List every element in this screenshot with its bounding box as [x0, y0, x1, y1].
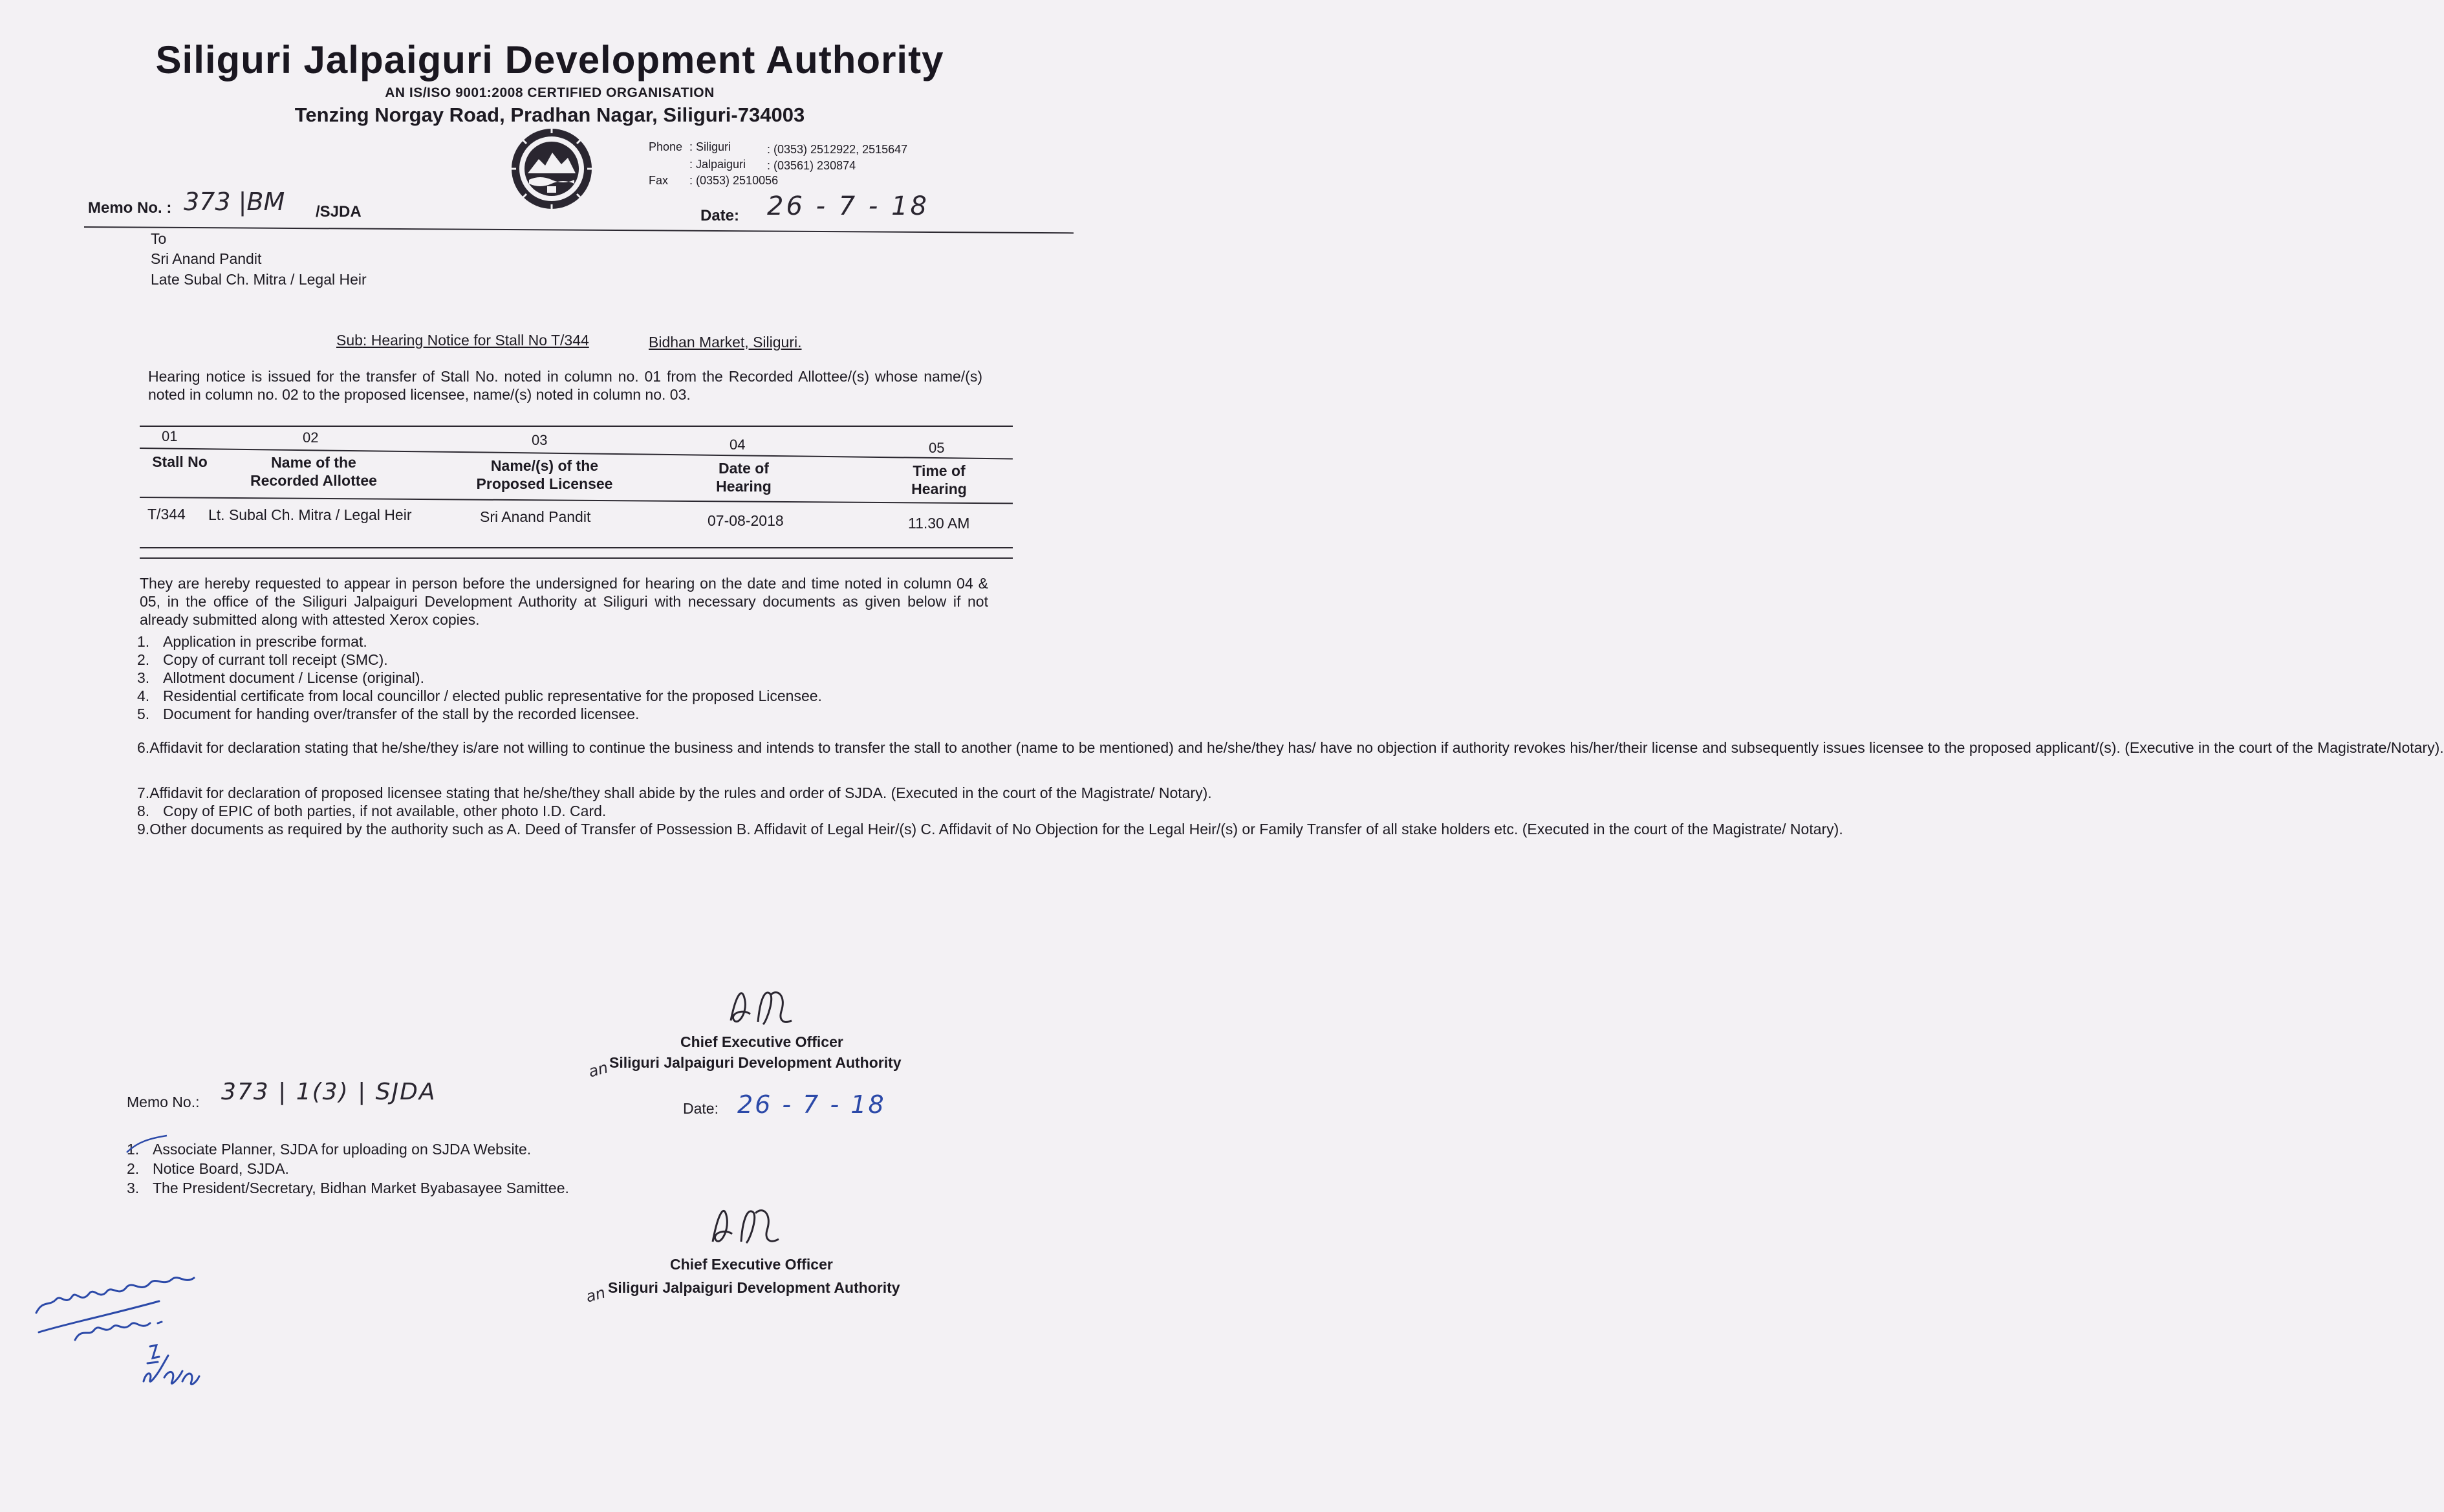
signature-mark-2 [705, 1196, 789, 1258]
list-item: 7. Affidavit for declaration of proposed licensee stating that he/she/they shall abide by the rules and order of SJDA. (Executed in the court of the Magistrate/ Notary). [137, 784, 1212, 801]
to-label: To [151, 230, 167, 247]
phone-label: Phone [649, 140, 683, 153]
list-item: 1. Application in prescribe format. [137, 633, 367, 650]
recipient-line2: Late Subal Ch. Mitra / Legal Heir [151, 271, 367, 288]
recipient-name: Sri Anand Pandit [151, 250, 262, 267]
list-item: 2. Copy of currant toll receipt (SMC). [137, 651, 388, 668]
header-date-of-hearing: Date of Hearing [716, 460, 772, 495]
fax-number: : (0353) 2510056 [689, 174, 779, 187]
col-number-03: 03 [532, 432, 548, 448]
table-top-rule [140, 426, 1013, 427]
header-divider [84, 226, 1074, 233]
handwritten-receipt-note [30, 1268, 237, 1400]
cell-stall-no: T/344 [147, 506, 186, 523]
memo2-number-handwritten: 373 | 1(3) | SJDA [221, 1079, 437, 1105]
phone-jalpaiguri: : (03561) 230874 [767, 159, 856, 172]
cell-recorded-allottee: Lt. Subal Ch. Mitra / Legal Heir [208, 506, 412, 523]
col-number-04: 04 [730, 437, 746, 453]
col-number-05: 05 [929, 440, 945, 456]
subject-label: Sub: Hearing Notice for Stall No T/344 [336, 332, 589, 349]
certification: AN IS/ISO 9001:2008 CERTIFIED ORGANISATION [385, 85, 715, 100]
tick-mark [124, 1133, 169, 1162]
list-item: 8. Copy of EPIC of both parties, if not available, other photo I.D. Card. [137, 803, 607, 819]
intro-paragraph: Hearing notice is issued for the transfer of Stall No. noted in column no. 01 from the Recorded Allottee/(s) whose name/(s) noted in column no. 02 to the proposed licensee, name/(s) noted in column no. 03. [148, 368, 982, 403]
memo2-date-handwritten: 26 - 7 - 18 [737, 1090, 886, 1119]
col-number-01: 01 [162, 428, 178, 444]
signature-2-title: Chief Executive Officer [670, 1256, 833, 1273]
table-bottom-rule-2 [140, 557, 1013, 559]
documents-list [137, 632, 2444, 838]
request-paragraph: They are hereby requested to appear in person before the undersigned for hearing on the date and time noted in column 04 & 05, in the office of the Siliguri Jalpaiguri Development Authority at Siliguri with necessary documents as given below if not already submitted along with attested Xerox copies. [140, 575, 988, 628]
signature-2-prefix: an [583, 1283, 608, 1306]
cell-proposed-licensee: Sri Anand Pandit [480, 508, 591, 525]
table-bottom-rule-1 [140, 547, 1013, 548]
list-item: 9. Other documents as required by the authority such as A. Deed of Transfer of Possession B. Affidavit of Legal Heir/(s) C. Affidavit of No Objection for the Legal Heir/(s) or Family Transfer of all stake holders etc. (Executed in the court of the Magistrate/ Notary). [137, 821, 1843, 837]
memo2-date-label: Date: [683, 1100, 719, 1117]
phone-siliguri: : (0353) 2512922, 2515647 [767, 143, 908, 156]
signature-1-prefix: an [586, 1058, 611, 1081]
header-proposed-licensee: Name/(s) of the Proposed Licensee [476, 457, 613, 492]
list-item: 3. Allotment document / License (original). [137, 669, 424, 686]
list-item: 6. Affidavit for declaration stating that he/she/they is/are not willing to continue the business and intends to transfer the stall to another (name to be mentioned) and he/she/they has/ have no objection if authority revokes his/her/their license and subsequently issues licensee to the proposed applicant/(s). (Executive in the court of the Magistrate/Notary). [137, 739, 2444, 756]
fax-label: Fax [649, 174, 669, 187]
header-time-of-hearing: Time of Hearing [911, 462, 967, 497]
cell-date-of-hearing: 07-08-2018 [708, 512, 784, 529]
signature-1-org: Siliguri Jalpaiguri Development Authority [609, 1054, 902, 1071]
memo-date-handwritten: 26 - 7 - 18 [767, 191, 929, 221]
col-number-02: 02 [303, 429, 319, 446]
list-item: 3. The President/Secretary, Bidhan Market Byabasayee Samittee. [127, 1180, 569, 1196]
list-item: 1. Associate Planner, SJDA for uploading on SJDA Website. [127, 1141, 532, 1158]
org-name: Siliguri Jalpaiguri Development Authority [155, 38, 944, 81]
memo-date-label: Date: [700, 207, 740, 224]
signature-1-title: Chief Executive Officer [680, 1033, 843, 1050]
phone-jalpaiguri-label: : Jalpaiguri [689, 158, 746, 171]
table-header-rule [140, 497, 1013, 504]
list-item: 2. Notice Board, SJDA. [127, 1160, 289, 1177]
cell-time-of-hearing: 11.30 AM [908, 515, 970, 532]
phone-siliguri-label: : Siliguri [689, 140, 731, 153]
org-address: Tenzing Norgay Road, Pradhan Nagar, Siliguri-734003 [294, 103, 805, 126]
memo-number-handwritten: 373 |BM [184, 188, 285, 216]
list-item: 4. Residential certificate from local councillor / elected public representative for the proposed Licensee. [137, 687, 822, 704]
sjda-seal-logo [510, 127, 594, 211]
memo2-label: Memo No.: [127, 1094, 200, 1110]
signature-2-org: Siliguri Jalpaiguri Development Authority [608, 1279, 900, 1296]
memo-suffix: /SJDA [316, 203, 362, 221]
header-stall-no: Stall No [152, 453, 208, 470]
copy-to-list [127, 1139, 569, 1198]
header-recorded-allottee: Name of the Recorded Allottee [250, 454, 377, 489]
signature-mark-1 [724, 982, 802, 1037]
list-item: 5. Document for handing over/transfer of the stall by the recorded licensee. [137, 706, 640, 722]
memo-label: Memo No. : [88, 199, 172, 217]
subject-place: Bidhan Market, Siliguri. [649, 334, 802, 351]
